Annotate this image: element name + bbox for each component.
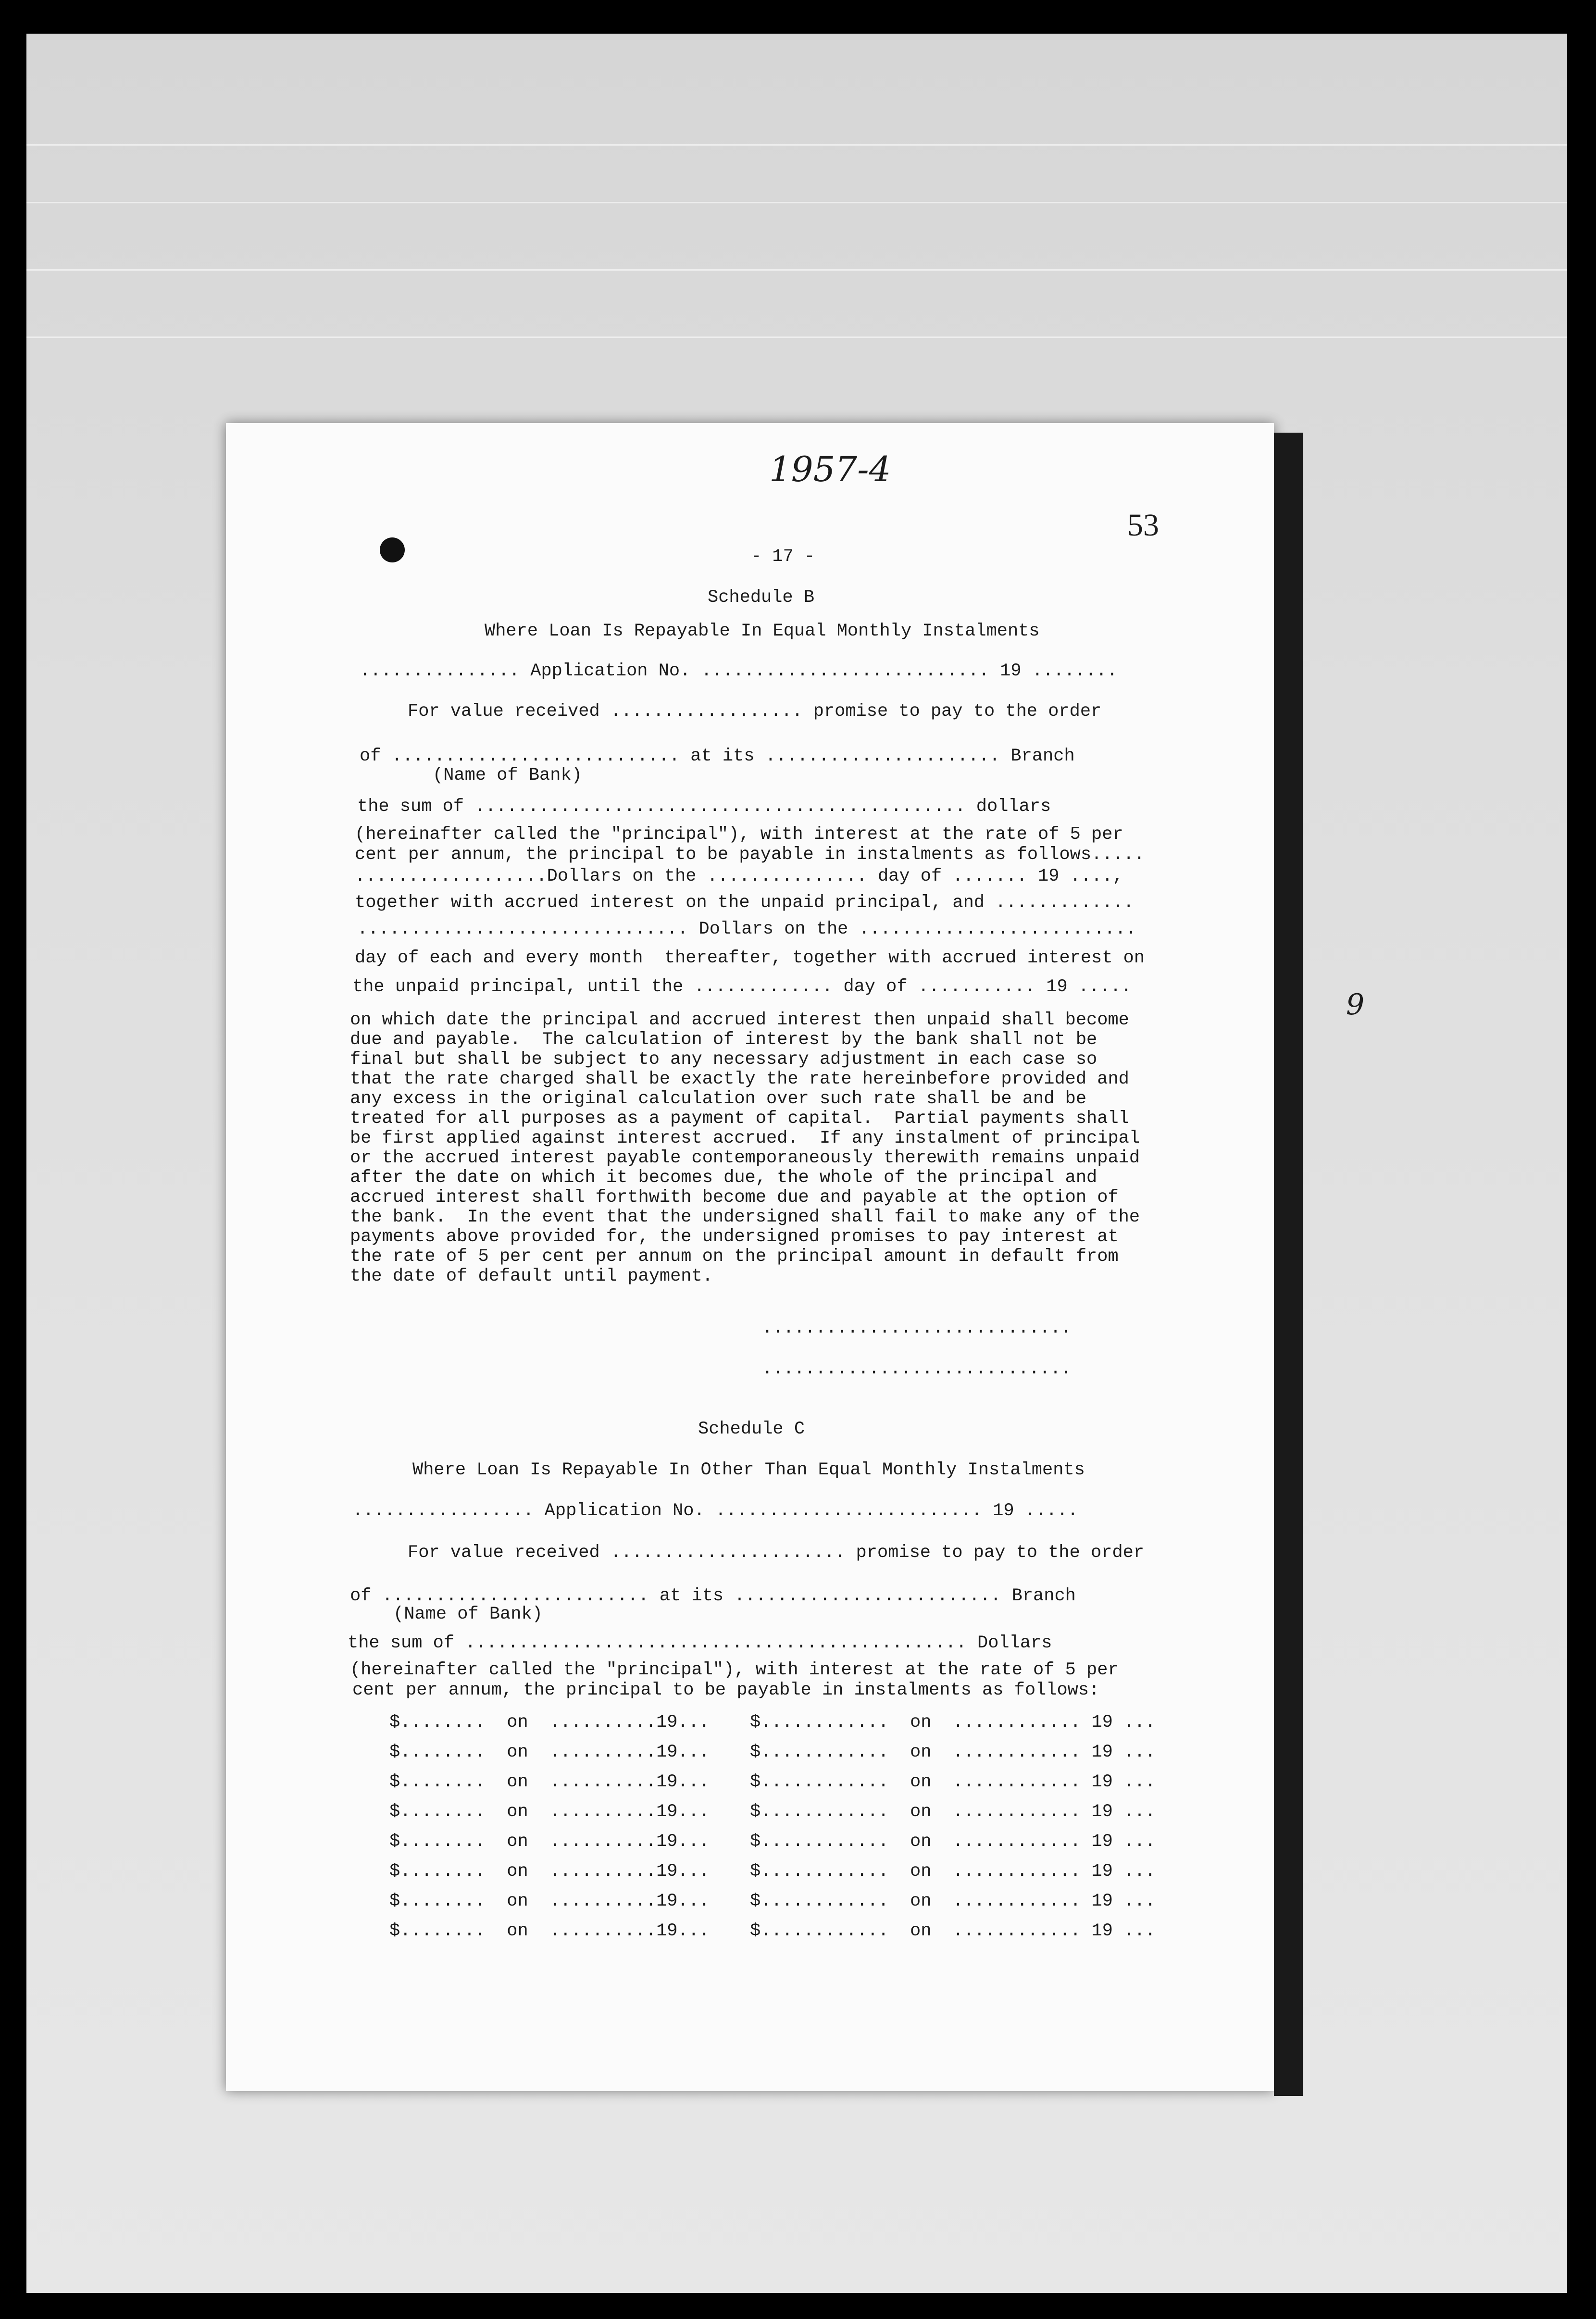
instalment-right-entry: $............ on ............ 19 ... [750, 1891, 1156, 1911]
paragraph-line: after the date on which it becomes due, the whole of the principal and [350, 1168, 1097, 1188]
paragraph-line: payments above provided for, the undersigned promises to pay interest at [350, 1227, 1119, 1247]
paragraph-line: the date of default until payment. [350, 1266, 713, 1286]
schedule-c-sum-line: the sum of ............................................... Dollars [348, 1633, 1052, 1653]
scan-line [26, 269, 1567, 271]
schedule-b-for-value-line: For value received .................. promise to pay to the order [408, 701, 1102, 722]
schedule-c-subheading: Where Loan Is Repayable In Other Than Equal Monthly Instalments [412, 1460, 1085, 1480]
page-number-stamp: 53 [1127, 508, 1159, 543]
instalment-right-entry: $............ on ............ 19 ... [750, 1802, 1156, 1822]
instalment-left-entry: $........ on ..........19... [389, 1891, 710, 1911]
scan-line [26, 202, 1567, 203]
instalment-left-entry: $........ on ..........19... [389, 1742, 710, 1762]
instalment-right-entry: $............ on ............ 19 ... [750, 1712, 1156, 1733]
paragraph-line: final but shall be subject to any necessary adjustment in each case so [350, 1049, 1097, 1070]
handwritten-file-number: 1957-4 [769, 449, 891, 489]
margin-mark: 9 [1346, 988, 1365, 1022]
signature-line-2: ............................. [762, 1359, 1072, 1379]
schedule-b-subheading: Where Loan Is Repayable In Equal Monthly Instalments [485, 621, 1040, 641]
signature-line-1: ............................. [762, 1318, 1072, 1338]
schedule-b-heading: Schedule B [708, 587, 815, 608]
paragraph-line: accrued interest shall forthwith become due and payable at the option of [350, 1187, 1119, 1208]
paragraph-line: any excess in the original calculation over such rate shall be and be [350, 1089, 1087, 1109]
page-label: - 17 - [751, 547, 815, 567]
instalment-right-entry: $............ on ............ 19 ... [750, 1772, 1156, 1792]
page-edge-shadow [1274, 433, 1303, 2096]
paragraph-line: that the rate charged shall be exactly the rate hereinbefore provided and [350, 1069, 1129, 1089]
schedule-b-together-line: together with accrued interest on the unpaid principal, and ............. [355, 893, 1134, 913]
schedule-b-terms-paragraph [350, 1010, 1143, 1286]
schedule-c-heading: Schedule C [698, 1419, 805, 1439]
schedule-c-application-line: ................. Application No. ......................... 19 ..... [352, 1501, 1078, 1521]
schedule-c-name-of-bank: (Name of Bank) [393, 1604, 543, 1624]
schedule-c-for-value-line: For value received ...................... promise to pay to the order [408, 1543, 1145, 1563]
punch-hole [380, 537, 405, 562]
instalment-left-entry: $........ on ..........19... [389, 1712, 710, 1733]
scan-line [26, 337, 1567, 338]
schedule-b-name-of-bank: (Name of Bank) [433, 765, 582, 785]
paragraph-line: the rate of 5 per cent per annum on the principal amount in default from [350, 1247, 1119, 1267]
instalment-left-entry: $........ on ..........19... [389, 1832, 710, 1852]
schedule-b-hereinafter-line: (hereinafter called the "principal"), with interest at the rate of 5 per [355, 824, 1123, 845]
instalment-left-entry: $........ on ..........19... [389, 1802, 710, 1822]
instalment-left-entry: $........ on ..........19... [389, 1772, 710, 1792]
instalment-right-entry: $............ on ............ 19 ... [750, 1832, 1156, 1852]
schedule-c-of-line: of ......................... at its ......................... Branch [350, 1586, 1076, 1606]
schedule-b-dollars-on-line-2: ............................... Dollars on the .......................... [357, 919, 1136, 939]
schedule-b-dollars-on-line: ..................Dollars on the ............... day of ....... 19 ...., [355, 866, 1123, 886]
schedule-c-hereinafter-line: (hereinafter called the "principal"), with interest at the rate of 5 per [350, 1660, 1119, 1680]
instalment-right-entry: $............ on ............ 19 ... [750, 1921, 1156, 1941]
paragraph-line: the bank. In the event that the undersigned shall fail to make any of the [350, 1207, 1140, 1227]
paragraph-line: treated for all purposes as a payment of capital. Partial payments shall [350, 1109, 1129, 1129]
paragraph-line: or the accrued interest payable contemporaneously therewith remains unpaid [350, 1148, 1140, 1168]
paragraph-line: on which date the principal and accrued interest then unpaid shall become [350, 1010, 1129, 1030]
schedule-b-unpaid-line: the unpaid principal, until the ............. day of ........... 19 ..... [352, 977, 1132, 997]
schedule-b-of-line: of ........................... at its ...................... Branch [360, 746, 1075, 766]
paragraph-line: be first applied against interest accrued. If any instalment of principal [350, 1128, 1140, 1148]
schedule-c-cent-line: cent per annum, the principal to be payable in instalments as follows: [352, 1680, 1100, 1700]
scan-line [26, 144, 1567, 146]
schedule-b-day-each-line: day of each and every month thereafter, together with accrued interest on [355, 948, 1145, 968]
paragraph-line: due and payable. The calculation of interest by the bank shall not be [350, 1030, 1097, 1050]
schedule-b-sum-line: the sum of .............................................. dollars [357, 797, 1051, 817]
schedule-b-cent-line: cent per annum, the principal to be payable in instalments as follows..... [355, 845, 1145, 865]
instalment-right-entry: $............ on ............ 19 ... [750, 1742, 1156, 1762]
instalment-left-entry: $........ on ..........19... [389, 1921, 710, 1941]
instalment-left-entry: $........ on ..........19... [389, 1861, 710, 1882]
schedule-b-application-line: ............... Application No. ........................... 19 ........ [360, 661, 1118, 681]
instalment-right-entry: $............ on ............ 19 ... [750, 1861, 1156, 1882]
